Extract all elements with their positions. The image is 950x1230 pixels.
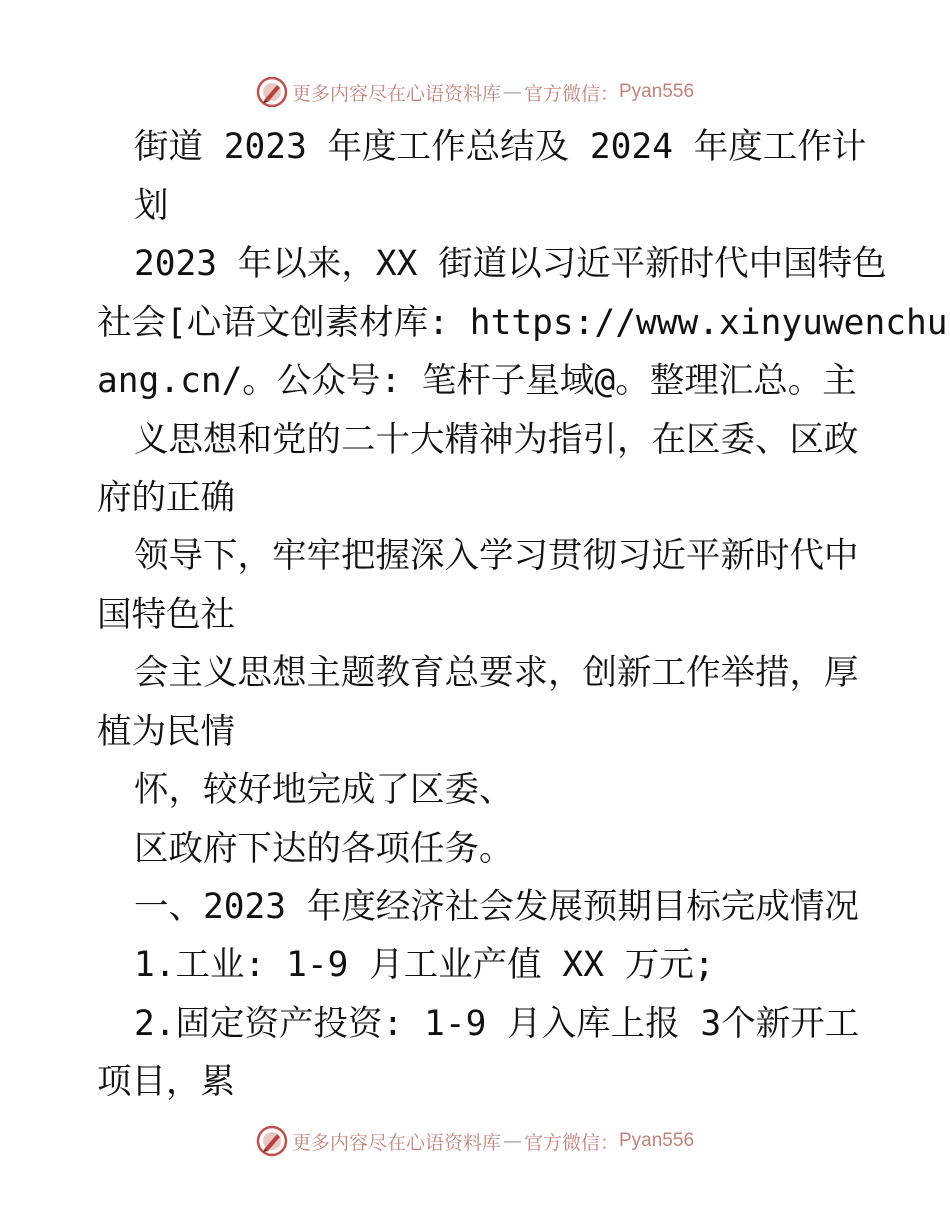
watermark-separator: — xyxy=(502,1130,522,1152)
watermark-suffix-text: 官方微信： xyxy=(523,1131,619,1154)
doc-text-line: 植为民情 xyxy=(97,712,235,752)
watermark-wechat-id: Pyan556 xyxy=(619,1130,695,1151)
doc-text-line: 府的正确 xyxy=(97,478,235,518)
doc-text-line: 义思想和党的二十大精神为指引，在区委、区政 xyxy=(134,420,859,460)
doc-text-line: 2023 年以来，XX 街道以习近平新时代中国特色 xyxy=(134,244,887,284)
list-item: 1.工业: 1-9 月工业产值 XX 万元; xyxy=(134,945,715,985)
doc-text-line: 会主义思想主题教育总要求，创新工作举措，厚 xyxy=(134,653,859,693)
doc-title-line: 街道 2023 年度工作总结及 2024 年度工作计 xyxy=(134,127,867,167)
doc-text-line: 项目，累 xyxy=(97,1062,235,1102)
watermark-main-text: 更多内容尽在心语资料库 xyxy=(291,82,501,105)
watermark-suffix-text: 官方微信： xyxy=(523,82,619,105)
watermark-wechat-id: Pyan556 xyxy=(619,81,695,102)
watermark-main-text: 更多内容尽在心语资料库 xyxy=(291,1131,501,1154)
list-item: 2.固定资产投资: 1-9 月入库上报 3个新开工 xyxy=(134,1004,860,1044)
watermark-separator: — xyxy=(502,81,522,103)
doc-text-line: ang.cn/。公众号: 笔杆子星域@。整理汇总。主 xyxy=(97,361,857,401)
pen-logo-icon xyxy=(256,1125,288,1157)
doc-text-line: 领导下，牢牢把握深入学习贯彻习近平新时代中 xyxy=(134,536,859,576)
doc-text-line: 区政府下达的各项任务。 xyxy=(134,829,514,869)
footer-watermark xyxy=(0,1121,950,1161)
doc-text-line: 怀，较好地完成了区委、 xyxy=(134,770,514,810)
section-heading: 一、2023 年度经济社会发展预期目标完成情况 xyxy=(134,887,859,927)
doc-text-line: 国特色社 xyxy=(97,595,235,635)
doc-title-line: 划 xyxy=(134,186,169,226)
doc-text-line: 社会[心语文创素材库: https://www.xinyuwenchu xyxy=(97,303,948,343)
